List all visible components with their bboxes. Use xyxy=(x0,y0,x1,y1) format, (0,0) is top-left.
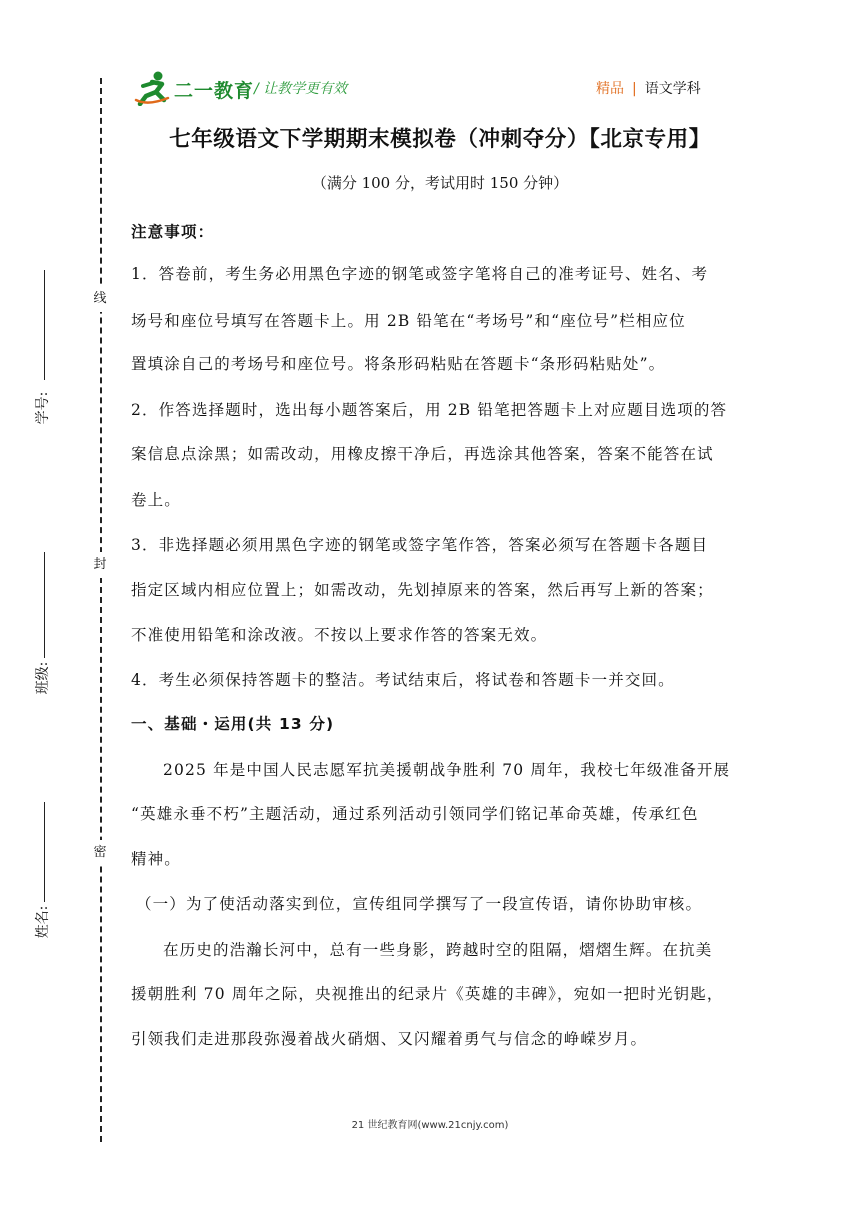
passage-line: 引领我们走进那段弥漫着战火硝烟、又闪耀着勇气与信念的峥嵘岁月。 xyxy=(131,1030,648,1048)
binding-mark-secret: 密 xyxy=(86,840,114,866)
name-label: 姓名: xyxy=(35,905,51,939)
binding-mark-line: 线 xyxy=(86,286,114,312)
page-title: 七年级语文下学期期末模拟卷（冲刺夺分）【北京专用】 xyxy=(169,127,711,152)
notice-line: 4．考生必须保持答题卡的整洁。考试结束后，将试卷和答题卡一并交回。 xyxy=(131,671,675,689)
subject-label: 语文学科 xyxy=(644,81,701,97)
running-figure-icon xyxy=(134,70,174,106)
intro-line: “英雄永垂不朽”主题活动，通过系列活动引领同学们铭记革命英雄，传承红色 xyxy=(131,805,699,823)
class-label: 班级: xyxy=(35,661,51,695)
student-id-label: 学号: xyxy=(35,391,51,425)
question-prompt: （一）为了使活动落实到位，宣传组同学撰写了一段宣传语，请你协助审核。 xyxy=(136,895,703,913)
intro-line: 精神。 xyxy=(131,850,181,868)
notice-line: 指定区域内相应位置上；如需改动，先划掉原来的答案，然后再写上新的答案； xyxy=(131,581,714,599)
notice-line: 1．答卷前，考生务必用黑色字迹的钢笔或签字笔将自己的准考证号、姓名、考 xyxy=(131,265,709,283)
student-id-field[interactable] xyxy=(44,270,45,380)
slogan: / 让教学更有效 xyxy=(254,81,348,97)
notice-line: 场号和座位号填写在答题卡上。用 2B 铅笔在“考场号”和“座位号”栏相应位 xyxy=(131,312,686,330)
notice-line: 不准使用铅笔和涂改液。不按以上要求作答的答案无效。 xyxy=(131,626,548,644)
name-field[interactable] xyxy=(44,802,45,902)
notice-line: 卷上。 xyxy=(131,491,181,509)
passage-line: 在历史的浩瀚长河中，总有一些身影，跨越时空的阻隔，熠熠生辉。在抗美 xyxy=(163,941,713,959)
binding-dashed-line xyxy=(100,78,102,1142)
notice-line: 3．非选择题必须用黑色字迹的钢笔或签字笔作答，答案必须写在答题卡各题目 xyxy=(131,536,709,554)
header-separator: | xyxy=(632,81,637,97)
binding-mark-seal: 封 xyxy=(86,552,114,578)
premium-tag: 精品 xyxy=(596,81,624,97)
notice-heading: 注意事项： xyxy=(131,223,215,241)
notice-line: 2．作答选择题时，选出每小题答案后，用 2B 铅笔把答题卡上对应题目选项的答 xyxy=(131,401,728,419)
passage-line: 援朝胜利 70 周年之际，央视推出的纪录片《英雄的丰碑》，宛如一把时光钥匙， xyxy=(131,985,724,1003)
notice-line: 案信息点涂黑；如需改动，用橡皮擦干净后，再选涂其他答案，答案不能答在试 xyxy=(131,445,714,463)
page-subtitle: （满分 100 分，考试用时 150 分钟） xyxy=(311,174,569,192)
notice-line: 置填涂自己的考场号和座位号。将条形码粘贴在答题卡“条形码粘贴处”。 xyxy=(131,355,666,373)
page-footer: 21 世纪教育网(www.21cnjy.com) xyxy=(351,1120,509,1131)
class-field[interactable] xyxy=(44,552,45,658)
logo-text: 二一教育 xyxy=(174,80,255,102)
section-heading: 一、基础・运用(共 13 分) xyxy=(131,715,335,733)
brand-logo xyxy=(134,70,255,106)
header-subject xyxy=(596,78,701,98)
intro-line: 2025 年是中国人民志愿军抗美援朝战争胜利 70 周年，我校七年级准备开展 xyxy=(163,761,731,779)
